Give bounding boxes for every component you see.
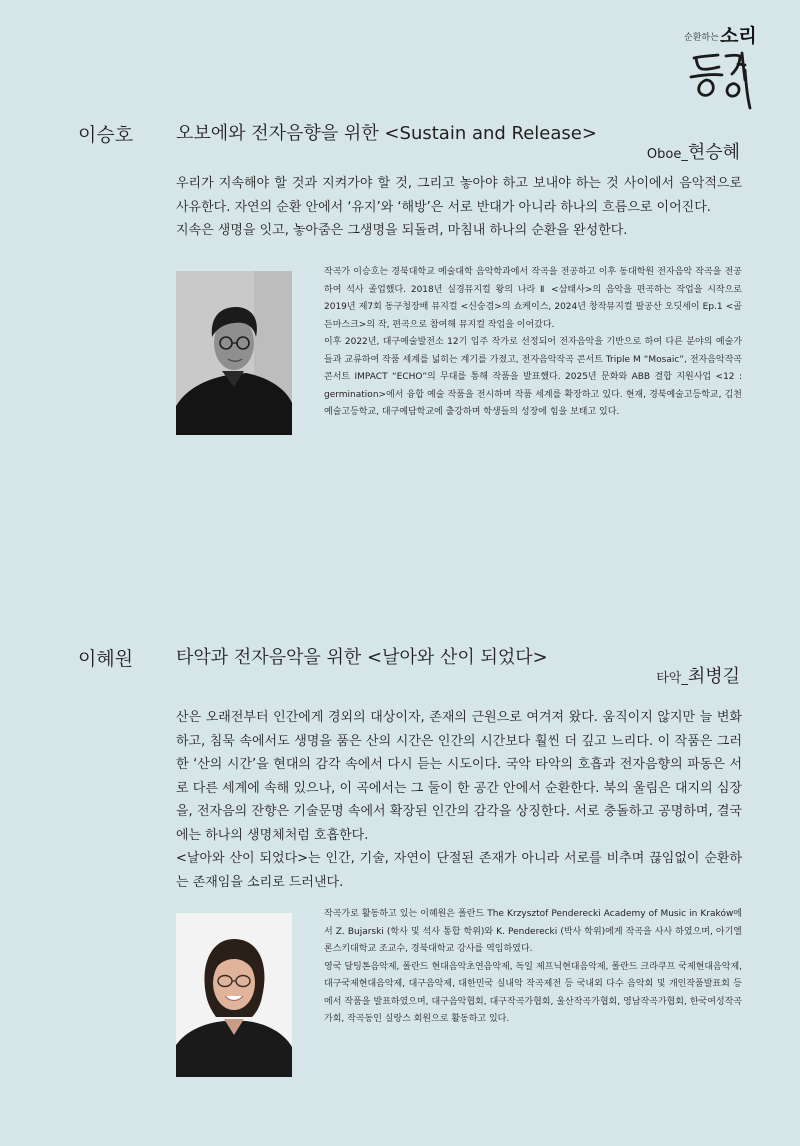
bio-paragraph: 영국 달팅톤음악제, 폴란드 현대음악초연음악제, 독일 제프닉현대음악제, 폴란드 크라쿠프 국제현대음악제, 대구국제현대음악제, 대구음악제, 대한민국 실내악 작곡제전 등 국내외 다수 음악회 및 개인작품발표회 등에서 작품을 발표하였으며, 대구음악협회, 대구작곡가협회, 울산작곡가협회, 영남작곡가협회, 한국여성작곡가회, 작곡동인 실랑스 회원으로 활동하고 있다. (324, 961, 742, 1024)
performer-instrument: 타악_ (656, 671, 688, 686)
concert-logo (684, 20, 764, 112)
composer-portrait-image (176, 271, 292, 435)
logo-title: 소리 (720, 25, 757, 47)
composer-biography (324, 906, 742, 1029)
piece-description (176, 706, 742, 894)
composer-biography (324, 264, 742, 422)
logo-subtitle: 순환하는 (684, 33, 719, 43)
description-paragraph: 지속은 생명을 잇고, 놓아줌은 그생명을 되돌려, 마침내 하나의 순환을 완성한다. (176, 223, 628, 238)
bio-paragraph: 작곡가로 활동하고 있는 이혜원은 폴란드 The Krzysztof Penderecki Academy of Music in Kraków에서 Z. Bujarski (학사 및 석사 통합 학위)와 K. Penderecki (박사 학위)에게 작곡을 사사 하였으며, 아기엘론스키대학교 조교수, 경북대학교 강사를 역임하였다. (324, 909, 742, 954)
description-paragraph: 우리가 지속해야 할 것과 지켜가야 할 것, 그리고 놓아야 하고 보내야 하는 것 사이에서 음악적으로 사유한다. 자연의 순환 안에서 ‘유지’와 ‘해방’은 서로 반대가 아니라 하나의 흐름으로 이어진다. (176, 176, 742, 215)
performer-name: 현승혜 (687, 142, 740, 163)
performer-credit (656, 662, 740, 688)
composer-name: 이혜원 (78, 648, 134, 670)
piece-title: 오보에와 전자음향을 위한 <Sustain and Release> (176, 123, 597, 144)
piece-description (176, 172, 742, 243)
description-paragraph: <날아와 산이 되었다>는 인간, 기술, 자연이 단절된 존재가 아니라 서로를 비추며 끊임없이 순환하는 존재임을 소리로 드러낸다. (176, 851, 742, 890)
piece-title: 타악과 전자음악을 위한 <날아와 산이 되었다> (176, 647, 548, 668)
bio-paragraph: 이후 2022년, 대구예술발전소 12기 입주 작가로 선정되어 전자음악을 기반으로 하여 다른 분야의 예술가들과 교류하여 작품 세계를 넓히는 계기를 가졌고, 전자음악작곡 콘서트 Triple M “Mosaic”, 전자음악작곡 콘서트 IMPACT “ECHO”의 무대를 통해 작품을 발표했다. 2025년 문화와 ABB 결합 지원사업 <12 : germination>에서 융합 예술 작품을 전시하며 작품 세계를 확장하고 있다. 현재, 경북예술고등학교, 김천예술고등학교, 대구예담학교에 출강하며 학생들의 성장에 힘을 보태고 있다. (324, 337, 742, 417)
performer-instrument: Oboe_ (646, 147, 688, 162)
composer-photo (176, 271, 292, 435)
composer-photo (176, 913, 292, 1077)
composer-portrait-image (176, 913, 292, 1077)
composer-name: 이승호 (78, 124, 134, 146)
performer-name: 최병길 (687, 666, 740, 687)
calligraphy-logo-mark (688, 50, 754, 112)
bio-paragraph: 작곡가 이승호는 경북대학교 예술대학 음악학과에서 작곡을 전공하고 이후 동대학원 전자음악 작곡을 전공하여 석사 졸업했다. 2018년 실경뮤지컬 왕의 나라 Ⅱ <삼태사>의 음악을 편곡하는 작업을 시작으로 2019년 제7회 동구청장배 뮤지컬 <신숭겸>의 쇼케이스, 2024년 창작뮤지컬 팔공산 오딧세이 Ep.1 <골든마스크>의 작, 편곡으로 참여해 뮤지컬 작업을 이어갔다. (324, 267, 742, 330)
performer-credit (647, 138, 740, 164)
description-paragraph: 산은 오래전부터 인간에게 경외의 대상이자, 존재의 근원으로 여겨져 왔다. 움직이지 않지만 늘 변화하고, 침묵 속에서도 생명을 품은 산의 시간은 인간의 시간보다 훨씬 더 깊고 느리다. 이 작품은 그러한 ‘산의 시간’을 현대의 감각 속에서 다시 듣는 시도이다. 국악 타악의 호흡과 전자음향의 파동은 서로 다른 세계에 속해 있으나, 이 곡에서는 그 둘이 한 공간 안에서 순환한다. 북의 울림은 대지의 심장을, 전자음의 잔향은 기술문명 속에서 확장된 인간의 감각을 상징한다. 서로 충돌하고 공명하며, 결국에는 하나의 생명체처럼 호흡한다. (176, 710, 742, 843)
